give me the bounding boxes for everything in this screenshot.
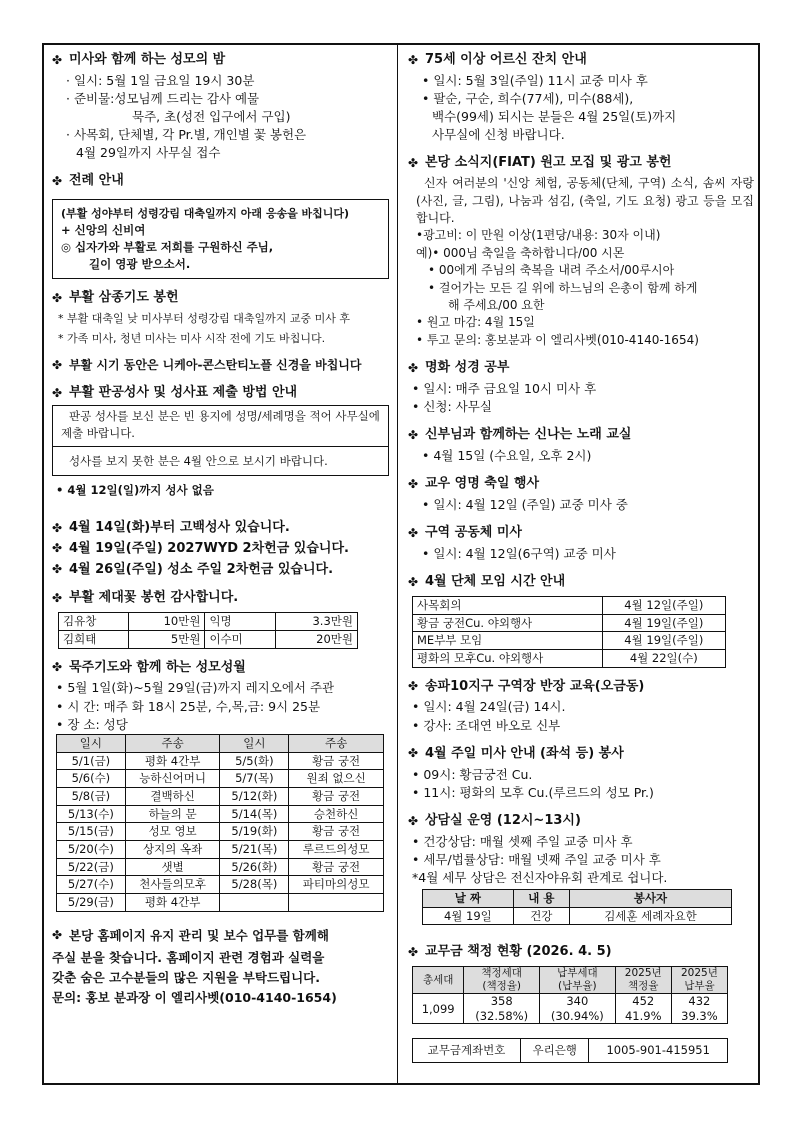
table-cell: 천사들의모후: [125, 876, 220, 894]
table-row: [57, 876, 384, 894]
section-bible-study: ✤ 명화 성경 공부 • 일시: 매주 금요일 10시 미사 후 • 신청: 사무실: [408, 360, 597, 415]
diamond-bullet-icon: ✤: [52, 52, 63, 67]
table-cell: 성모 영보: [125, 823, 220, 841]
diamond-bullet-icon: ✤: [408, 476, 419, 491]
table-cell: 5/21(목): [220, 840, 289, 858]
table-cell: 봉사자: [569, 890, 731, 908]
table-cell: 5/26(화): [220, 858, 289, 876]
table-cell: 5/12(화): [220, 787, 289, 805]
table-cell: 황금 궁전Cu. 야외행사: [413, 614, 603, 632]
diamond-bullet-icon: ✤: [52, 357, 63, 372]
table-cell: 5/14(목): [220, 805, 289, 823]
table-cell: 내 용: [513, 890, 569, 908]
flower-donors-table: [58, 612, 358, 648]
section-fiat: ✤ 본당 소식지(FIAT) 원고 모집 및 광고 봉헌 신자 여러분의 '신앙 체험, 공동체(단체, 구역) 소식, 솜씨 자랑(사진, 글, 그림), 나눔과 섬김, (축일, 기도 요청) 광고 등을 모집합니다. •광고비: 이 만원 이상(1편당/내용: 30자 이내) 예)• 000님 축일을 축하합니다/00 시몬 • 00에게 주님의 축복을 내려 주소서/00루시아 • 걸어가는 모든 길 위에 하느님의 은총이 함께 하게 해 주세요/00 요한 • 원고 마감: 4월 15일 • 투고 문의: 홍보분과 이 엘리사벳(010-4140-1654): [408, 155, 754, 347]
diamond-bullet-icon: ✤: [52, 591, 63, 606]
section-confession: ✤ 부활 판공성사 및 성사표 제출 방법 안내 판공 성사를 보신 분은 빈 용지에 성명/세례명을 적어 사무실에 제출 바랍니다. 성사를 보지 못한 분은 4월 안으로 보시기 바랍니다. • 4월 12일(일)까지 성사 없음: [52, 384, 389, 505]
section-title: 4월 단체 모임 시간 안내: [425, 574, 566, 590]
table-cell: 파티마의성모: [289, 876, 384, 894]
table-row: [59, 613, 358, 631]
table-row: [413, 649, 726, 667]
dues-account-table: 교무금계좌번호 우리은행 1005-901-415951: [412, 1038, 728, 1063]
diamond-bullet-icon: ✤: [408, 156, 419, 171]
section-elders-party: ✤ 75세 이상 어르신 잔치 안내 • 일시: 5월 3일(주일) 11시 교중 미사 후 • 팔순, 구순, 희수(77세), 미수(88세), 백수(99세) 되시는 분들은 4월 25일(토)까지 사무실에 신청 바랍니다.: [408, 52, 677, 143]
table-cell: 김희태: [59, 630, 129, 648]
table-row: [57, 787, 384, 805]
table-cell: ME부부 모임: [413, 632, 603, 650]
diamond-bullet-icon: ✤: [52, 541, 63, 556]
table-cell: 일시: [220, 734, 289, 752]
section-title: 본당 소식지(FIAT) 원고 모집 및 광고 봉헌: [425, 155, 672, 171]
table-cell: 주송: [289, 734, 384, 752]
table-cell: 5/15(금): [57, 823, 126, 841]
table-cell: 이수미: [205, 630, 275, 648]
table-cell: 5/22(금): [57, 858, 126, 876]
section-dues: [408, 943, 754, 1063]
table-cell: 평화의 모후Cu. 야외행사: [413, 649, 603, 667]
dues-table: 총세대 책정세대 (책정율) 납부세대 (납부율) 2025년 책정율 2025년 납부율 1,099 358 (32.58%) 340 (30.94%) 452 41.9% 432 39.3%: [412, 966, 728, 1024]
table-cell: 4월 19일(주일): [602, 632, 725, 650]
section-title: 상담실 운영 (12시~13시): [425, 812, 581, 828]
meetings-table: [412, 596, 726, 668]
table-cell: 4월 19일(주일): [602, 614, 725, 632]
table-cell: 결백하신: [125, 787, 220, 805]
table-cell: 상지의 옥좌: [125, 840, 220, 858]
section-homepage-volunteer: ✤ 본당 홈페이지 유지 관리 및 보수 업무를 함께해 주실 분을 찾습니다. 홈페이지 관련 경험과 실력을 갖춘 숨은 고수분들의 많은 지원을 부탁드립니다. 문의: 홍보 분과장 이 엘리사벳(010-4140-1654): [52, 927, 337, 1005]
table-row: [57, 840, 384, 858]
table-cell: 능하신어머니: [125, 770, 220, 788]
table-cell: 5/6(수): [57, 770, 126, 788]
table-row: [423, 907, 732, 925]
table-cell: 5/1(금): [57, 752, 126, 770]
diamond-bullet-icon: ✤: [408, 746, 419, 761]
table-cell: 하늘의 문: [125, 805, 220, 823]
table-cell: 김유창: [59, 613, 129, 631]
table-cell: 일시: [57, 734, 126, 752]
section-rosary-month: ✤ 묵주기도와 함께 하는 성모성월 • 5월 1일(화)~5월 29일(금)까지 레지오에서 주관 • 시 간: 매주 화 18시 25분, 수,목,금: 9시 25분 • 장 소: 성당 일시 주송 일시 주송 5/1(금) 평화 4간부 5/5(화) 황금 궁전 5/6(수) 능하신어머니 5/7(목) 원죄 없으신 5/8(금) 결백하신 5/12(화) 황금 궁전 5/13(수) 하늘의 문 5/14(목) 승천하신 5/15(금) 성모 영보 5/19(화) 황금 궁전 5/20(수) 상지의 옥좌 5/21(목) 루르드의성모 5/22(금) 샛별 5/26(화) 황금 궁전 5/27(수) 천사들의모후 5/28(목) 파티마의성모 5/29(금) 평화 4간부: [52, 659, 389, 912]
table-cell: 황금 궁전: [289, 787, 384, 805]
table-cell: 김세훈 세례자요한: [569, 907, 731, 925]
section-title: 부활 판공성사 및 성사표 제출 방법 안내: [69, 385, 298, 401]
section-song-class: ✤ 신부님과 함께하는 신나는 노래 교실 • 4월 15일 (수요일, 오후 2시): [408, 427, 632, 464]
section-mass-service: ✤ 4월 주일 미사 안내 (좌석 등) 봉사 • 09시: 황금궁전 Cu. • 11시: 평화의 모후 Cu.(루르드의 성모 Pr.): [408, 745, 654, 800]
table-cell: 5만원: [129, 630, 205, 648]
section-feast-day: ✤ 교우 영명 축일 행사 • 일시: 4월 12일 (주일) 교중 미사 중: [408, 476, 628, 512]
confession-box-2: 성사를 보지 못한 분은 4월 안으로 보시기 바랍니다.: [52, 446, 389, 477]
table-cell: 주송: [125, 734, 220, 752]
table-row: [413, 632, 726, 650]
section-title: 명화 성경 공부: [425, 360, 510, 376]
section-may-evening: ✤ 미사와 함께 하는 성모의 밤 · 일시: 5월 1일 금요일 19시 30분 · 준비물:성모님께 드리는 감사 예물 묵주, 초(성전 입구에서 구입) · 사목회, 단체별, 각 Pr.별, 개인별 꽃 봉헌은 4월 29일까지 사무실 접수: [52, 52, 307, 161]
table-cell: 평화 4간부: [125, 752, 220, 770]
table-cell: 황금 궁전: [289, 858, 384, 876]
diamond-bullet-icon: ✤: [52, 562, 63, 577]
table-cell: 원죄 없으신: [289, 770, 384, 788]
table-cell: 10만원: [129, 613, 205, 631]
liturgy-box: (부활 성야부터 성령강림 대축일까지 아래 응송을 바칩니다) + 신앙의 신비여 ◎ 십자가와 부활로 저희를 구원하신 주님, 길이 영광 받으소서.: [52, 199, 389, 279]
section-title: 송파10지구 구역장 반장 교육(오금동): [425, 678, 645, 694]
table-cell: 5/28(목): [220, 876, 289, 894]
section-counseling: ✤ 상담실 운영 (12시~13시) • 건강상담: 매월 셋째 주일 교중 미사 후 • 세무/법률상담: 매월 넷째 주일 교중 미사 후 *4월 세무 상담은 전신자야유회 관계로 쉽니다. 날 짜 내 용 봉사자 4월 19일 건강 김세훈 세례자요한: [408, 812, 754, 926]
table-cell: [289, 893, 384, 911]
table-header-row: [57, 734, 384, 752]
left-column: [52, 51, 389, 1018]
table-row: [57, 805, 384, 823]
diamond-bullet-icon: ✤: [408, 574, 419, 589]
table-cell: 4월 22일(수): [602, 649, 725, 667]
bulletin-page: [42, 43, 760, 1085]
table-cell: 5/13(수): [57, 805, 126, 823]
section-title: 묵주기도와 함께 하는 성모성월: [69, 659, 246, 675]
section-title: 75세 이상 어르신 잔치 안내: [425, 52, 587, 67]
section-title: 부활 제대꽃 봉헌 감사합니다.: [69, 590, 239, 606]
table-cell: 날 짜: [423, 890, 514, 908]
table-row: [57, 752, 384, 770]
table-row: [413, 596, 726, 614]
table-cell: 5/20(수): [57, 840, 126, 858]
table-cell: 사목회의: [413, 596, 603, 614]
table-cell: 4월 12일(주일): [602, 596, 725, 614]
section-title: 구역 공동체 미사: [425, 525, 522, 541]
rosary-schedule-table: [56, 734, 384, 912]
section-creed: [52, 357, 389, 374]
diamond-bullet-icon: ✤: [408, 813, 419, 828]
column-divider: [397, 45, 398, 1085]
table-cell: 20만원: [275, 630, 357, 648]
diamond-bullet-icon: ✤: [408, 679, 419, 694]
table-header-row: [423, 890, 732, 908]
section-group-meetings: [408, 573, 754, 668]
table-cell: 5/7(목): [220, 770, 289, 788]
section-title: 부활 삼종기도 봉헌: [69, 290, 179, 306]
diamond-bullet-icon: ✤: [408, 52, 419, 67]
table-cell: 3.3만원: [275, 613, 357, 631]
table-cell: 5/8(금): [57, 787, 126, 805]
section-title: 부활 시기 동안은 니케아-콘스탄티노플 신경을 바칩니다: [69, 357, 362, 372]
section-district-mass: ✤ 구역 공동체 미사 • 일시: 4월 12일(6구역) 교중 미사: [408, 525, 616, 561]
table-cell: 익명: [205, 613, 275, 631]
table-row: [57, 823, 384, 841]
diamond-bullet-icon: ✤: [52, 290, 63, 305]
diamond-bullet-icon: ✤: [408, 427, 419, 442]
section-notices: ✤ 4월 14일(화)부터 고백성사 있습니다. ✤ 4월 19일(주일) 2027WYD 2차헌금 있습니다. ✤ 4월 26일(주일) 성소 주일 2차헌금 있습니다.: [52, 519, 389, 580]
diamond-bullet-icon: ✤: [52, 174, 63, 189]
table-row: [413, 614, 726, 632]
diamond-bullet-icon: ✤: [408, 525, 419, 540]
table-cell: 5/27(수): [57, 876, 126, 894]
table-cell: 4월 19일: [423, 907, 514, 925]
diamond-bullet-icon: ✤: [408, 945, 419, 960]
table-cell: 샛별: [125, 858, 220, 876]
section-leader-education: ✤ 송파10지구 구역장 반장 교육(오금동) • 일시: 4월 24일(금) 14시. • 강사: 조대연 바오로 신부: [408, 678, 645, 733]
table-cell: 5/5(화): [220, 752, 289, 770]
diamond-bullet-icon: ✤: [52, 386, 63, 401]
section-flowers: [52, 589, 389, 648]
table-cell: [220, 893, 289, 911]
right-column: [408, 51, 754, 1073]
diamond-bullet-icon: ✤: [408, 360, 419, 375]
section-title: 전례 안내: [69, 173, 124, 189]
section-regina-caeli: ✤ 부활 삼종기도 봉헌 * 부활 대축일 낮 미사부터 성령강림 대축일까지 교중 미사 후 * 가족 미사, 청년 미사는 미사 시작 전에 기도 바칩니다.: [52, 290, 350, 346]
table-row: [57, 770, 384, 788]
diamond-bullet-icon: ✤: [52, 520, 63, 535]
table-row: [57, 893, 384, 911]
table-cell: 승천하신: [289, 805, 384, 823]
counseling-table: [422, 889, 732, 925]
section-title: 교무금 책정 현황 (2026. 4. 5): [425, 944, 612, 960]
confession-box-1: 판공 성사를 보신 분은 빈 용지에 성명/세례명을 적어 사무실에 제출 바랍니다.: [52, 405, 389, 445]
section-title: 4월 주일 미사 안내 (좌석 등) 봉사: [425, 745, 624, 761]
diamond-bullet-icon: ✤: [52, 927, 63, 942]
section-title: 미사와 함께 하는 성모의 밤: [69, 52, 226, 67]
table-cell: 황금 궁전: [289, 752, 384, 770]
table-cell: 평화 4간부: [125, 893, 220, 911]
table-row: [57, 858, 384, 876]
table-cell: 황금 궁전: [289, 823, 384, 841]
section-title: 교우 영명 축일 행사: [425, 476, 540, 492]
table-row: [59, 630, 358, 648]
section-liturgy: [52, 172, 389, 279]
diamond-bullet-icon: ✤: [52, 660, 63, 675]
table-cell: 5/29(금): [57, 893, 126, 911]
table-cell: 5/19(화): [220, 823, 289, 841]
section-title: 신부님과 함께하는 신나는 노래 교실: [425, 427, 632, 443]
table-cell: 루르드의성모: [289, 840, 384, 858]
table-cell: 건강: [513, 907, 569, 925]
